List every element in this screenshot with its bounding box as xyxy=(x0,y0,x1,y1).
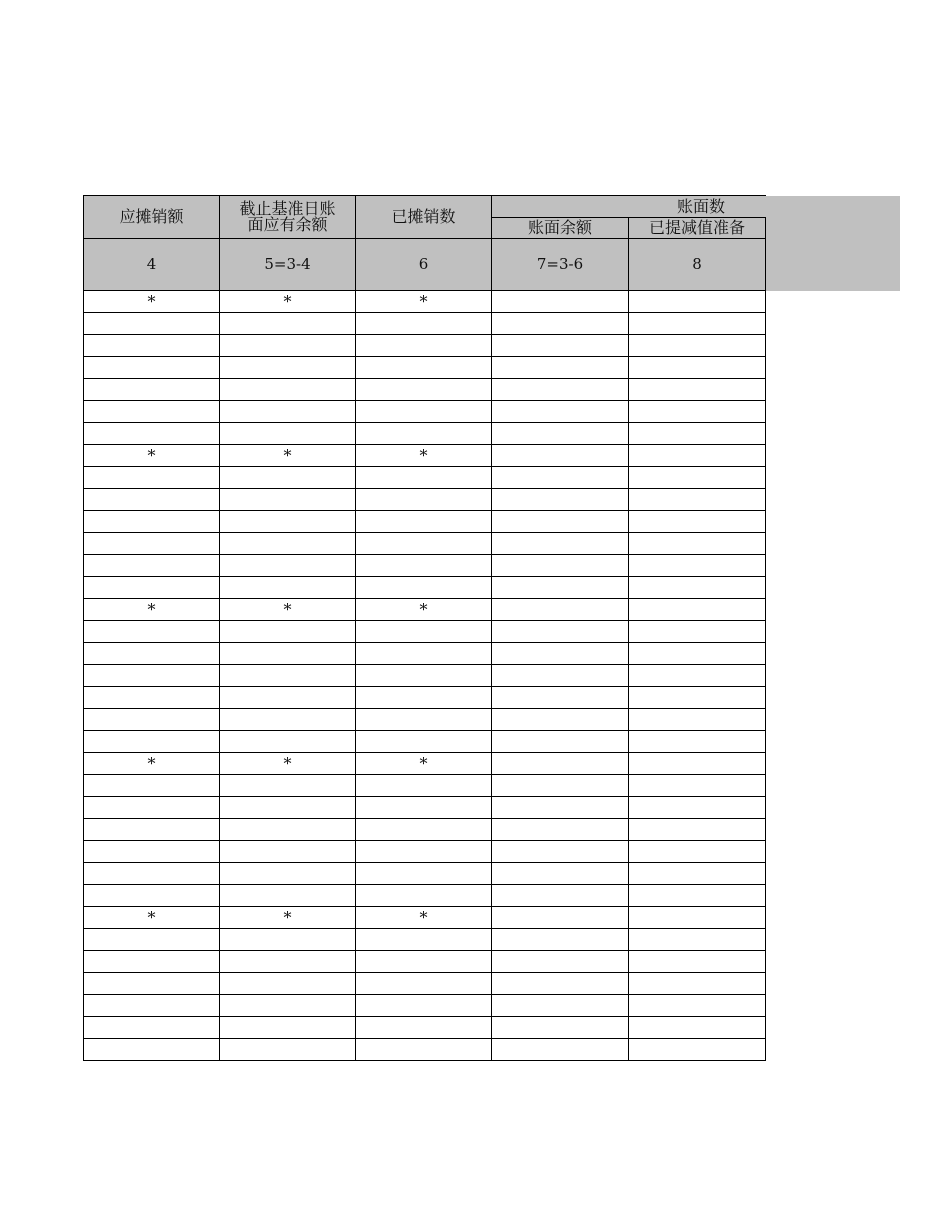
table-cell[interactable] xyxy=(629,533,766,555)
table-cell[interactable] xyxy=(356,401,492,423)
table-cell[interactable] xyxy=(492,731,629,753)
table-cell[interactable] xyxy=(356,929,492,951)
table-cell[interactable] xyxy=(84,995,220,1017)
formula-cell: 7=3-6 xyxy=(492,239,629,291)
table-cell[interactable] xyxy=(84,643,220,665)
table-cell[interactable] xyxy=(629,929,766,951)
table-cell[interactable] xyxy=(84,775,220,797)
table-cell[interactable]: * xyxy=(220,907,356,929)
table-row xyxy=(84,467,766,489)
table-cell[interactable] xyxy=(84,841,220,863)
table-cell[interactable] xyxy=(220,709,356,731)
table-cell[interactable] xyxy=(629,841,766,863)
header-row-1 xyxy=(84,196,766,218)
table-cell[interactable] xyxy=(356,621,492,643)
table-cell[interactable] xyxy=(492,929,629,951)
table-cell[interactable] xyxy=(492,951,629,973)
table-cell[interactable] xyxy=(220,467,356,489)
table-row xyxy=(84,291,766,313)
table-row xyxy=(84,885,766,907)
table-cell[interactable] xyxy=(629,863,766,885)
table-cell[interactable] xyxy=(356,423,492,445)
table-cell[interactable] xyxy=(492,489,629,511)
table-cell[interactable] xyxy=(492,577,629,599)
table-cell[interactable] xyxy=(629,489,766,511)
table-cell[interactable] xyxy=(492,511,629,533)
table-cell[interactable] xyxy=(84,555,220,577)
table-cell[interactable]: * xyxy=(84,445,220,467)
table-cell[interactable] xyxy=(629,357,766,379)
table-cell[interactable] xyxy=(629,599,766,621)
table-cell[interactable] xyxy=(84,313,220,335)
table-row xyxy=(84,445,766,467)
table-cell[interactable] xyxy=(220,929,356,951)
table-cell[interactable] xyxy=(220,1017,356,1039)
table-cell[interactable] xyxy=(356,335,492,357)
table-cell[interactable] xyxy=(84,709,220,731)
table-row xyxy=(84,599,766,621)
table-cell[interactable] xyxy=(492,665,629,687)
table-row xyxy=(84,841,766,863)
table-cell[interactable] xyxy=(356,1039,492,1061)
table-cell[interactable] xyxy=(84,973,220,995)
table-cell[interactable] xyxy=(356,313,492,335)
table-cell[interactable] xyxy=(84,511,220,533)
table-cell[interactable] xyxy=(629,995,766,1017)
formula-cell: 5=3-4 xyxy=(220,239,356,291)
table-cell[interactable] xyxy=(220,665,356,687)
formula-cell: 8 xyxy=(629,239,766,291)
table-cell[interactable]: * xyxy=(220,753,356,775)
table-cell[interactable] xyxy=(629,731,766,753)
table-cell[interactable] xyxy=(84,621,220,643)
table-cell[interactable] xyxy=(629,797,766,819)
table-cell[interactable] xyxy=(629,313,766,335)
table-cell[interactable] xyxy=(629,907,766,929)
header-book-balance-due-line2: 面应有余额 xyxy=(247,215,328,234)
table-row xyxy=(84,401,766,423)
table-cell[interactable] xyxy=(356,1017,492,1039)
table-row xyxy=(84,907,766,929)
table-cell[interactable] xyxy=(84,533,220,555)
table-cell[interactable] xyxy=(220,995,356,1017)
table-cell[interactable] xyxy=(220,423,356,445)
table-cell[interactable] xyxy=(356,555,492,577)
table-row xyxy=(84,797,766,819)
table-cell[interactable] xyxy=(356,775,492,797)
table-cell[interactable] xyxy=(492,863,629,885)
table-cell[interactable] xyxy=(356,577,492,599)
table-cell[interactable] xyxy=(220,973,356,995)
table-cell[interactable] xyxy=(629,401,766,423)
table-cell[interactable] xyxy=(220,643,356,665)
table-cell[interactable] xyxy=(220,511,356,533)
table-cell[interactable] xyxy=(629,819,766,841)
table-cell[interactable] xyxy=(629,555,766,577)
table-cell[interactable] xyxy=(629,687,766,709)
table-cell[interactable] xyxy=(220,577,356,599)
header-book-balance-due xyxy=(220,196,356,239)
ledger-table xyxy=(83,195,766,1061)
table-row xyxy=(84,973,766,995)
table-cell[interactable] xyxy=(84,489,220,511)
table-cell[interactable] xyxy=(492,291,629,313)
table-row xyxy=(84,929,766,951)
table-row xyxy=(84,489,766,511)
table-row xyxy=(84,687,766,709)
table-cell[interactable] xyxy=(220,797,356,819)
table-cell[interactable] xyxy=(492,445,629,467)
table-cell[interactable] xyxy=(492,357,629,379)
table-row xyxy=(84,665,766,687)
header-gray-band xyxy=(764,196,900,291)
table-row xyxy=(84,863,766,885)
table-cell[interactable] xyxy=(492,313,629,335)
table-cell[interactable] xyxy=(220,885,356,907)
table-cell[interactable] xyxy=(629,1039,766,1061)
table-cell[interactable] xyxy=(356,863,492,885)
table-cell[interactable] xyxy=(356,797,492,819)
table-row xyxy=(84,379,766,401)
table-row xyxy=(84,775,766,797)
table-cell[interactable] xyxy=(629,709,766,731)
table-cell[interactable] xyxy=(84,1017,220,1039)
table-cell[interactable] xyxy=(220,621,356,643)
table-cell[interactable] xyxy=(629,577,766,599)
table-cell[interactable] xyxy=(492,555,629,577)
table-cell[interactable] xyxy=(84,357,220,379)
table-cell[interactable] xyxy=(356,511,492,533)
table-cell[interactable] xyxy=(492,643,629,665)
table-row xyxy=(84,335,766,357)
table-cell[interactable] xyxy=(356,819,492,841)
table-cell[interactable] xyxy=(220,555,356,577)
table-cell[interactable]: * xyxy=(356,907,492,929)
header-impairment-provision: 已提减值准备 xyxy=(629,218,766,239)
table-cell[interactable] xyxy=(84,885,220,907)
table-cell[interactable] xyxy=(629,643,766,665)
table-cell[interactable] xyxy=(356,973,492,995)
table-cell[interactable] xyxy=(356,665,492,687)
table-cell[interactable] xyxy=(220,819,356,841)
formula-row xyxy=(84,239,766,291)
table-row xyxy=(84,709,766,731)
table-row xyxy=(84,643,766,665)
table-cell[interactable] xyxy=(220,775,356,797)
table-cell[interactable] xyxy=(629,775,766,797)
table-row xyxy=(84,357,766,379)
table-cell[interactable] xyxy=(220,731,356,753)
table-cell[interactable] xyxy=(220,841,356,863)
table-cell[interactable] xyxy=(220,335,356,357)
table-row xyxy=(84,313,766,335)
table-cell[interactable] xyxy=(84,335,220,357)
table-cell[interactable] xyxy=(220,379,356,401)
table-cell[interactable] xyxy=(220,357,356,379)
table-cell[interactable] xyxy=(84,577,220,599)
table-cell[interactable] xyxy=(629,973,766,995)
table-cell[interactable] xyxy=(492,1017,629,1039)
table-cell[interactable] xyxy=(629,379,766,401)
table-cell[interactable] xyxy=(492,335,629,357)
table-cell[interactable] xyxy=(84,819,220,841)
table-cell[interactable] xyxy=(492,379,629,401)
table-row xyxy=(84,1039,766,1061)
header-amortizable-amount: 应摊销额 xyxy=(84,196,220,239)
table-cell[interactable]: * xyxy=(220,445,356,467)
header-amortized: 已摊销数 xyxy=(356,196,492,239)
table-cell[interactable] xyxy=(492,467,629,489)
table-cell[interactable] xyxy=(84,731,220,753)
table-cell[interactable] xyxy=(629,291,766,313)
table-cell[interactable] xyxy=(492,753,629,775)
table-row xyxy=(84,533,766,555)
table-cell[interactable] xyxy=(356,687,492,709)
table-cell[interactable] xyxy=(629,951,766,973)
table-cell[interactable] xyxy=(84,863,220,885)
table-cell[interactable] xyxy=(220,401,356,423)
formula-cell: 4 xyxy=(84,239,220,291)
table-cell[interactable] xyxy=(84,423,220,445)
table-cell[interactable] xyxy=(84,665,220,687)
table-cell[interactable] xyxy=(629,621,766,643)
table-cell[interactable] xyxy=(629,423,766,445)
table-row xyxy=(84,951,766,973)
table-cell[interactable] xyxy=(356,467,492,489)
table-cell[interactable] xyxy=(629,467,766,489)
table-row xyxy=(84,511,766,533)
table-cell[interactable] xyxy=(220,533,356,555)
formula-cell: 6 xyxy=(356,239,492,291)
table-cell[interactable] xyxy=(84,929,220,951)
table-cell[interactable] xyxy=(356,643,492,665)
table-cell[interactable]: * xyxy=(84,291,220,313)
table-cell[interactable] xyxy=(84,379,220,401)
table-cell[interactable]: * xyxy=(356,753,492,775)
table-row xyxy=(84,1017,766,1039)
table-cell[interactable]: * xyxy=(220,599,356,621)
table-cell[interactable] xyxy=(492,401,629,423)
table-cell[interactable]: * xyxy=(84,599,220,621)
table-cell[interactable] xyxy=(492,995,629,1017)
table-cell[interactable] xyxy=(356,841,492,863)
table-cell[interactable] xyxy=(84,687,220,709)
table-cell[interactable]: * xyxy=(356,445,492,467)
table-cell[interactable] xyxy=(356,731,492,753)
table-cell[interactable] xyxy=(492,885,629,907)
table-cell[interactable] xyxy=(356,709,492,731)
table-cell[interactable] xyxy=(356,357,492,379)
table-row xyxy=(84,621,766,643)
table-cell[interactable] xyxy=(356,533,492,555)
table-cell[interactable]: * xyxy=(356,291,492,313)
header-book-balance-due-line1: 截止基准日账 xyxy=(239,199,336,218)
table-row xyxy=(84,995,766,1017)
table-cell[interactable] xyxy=(356,489,492,511)
table-cell[interactable] xyxy=(629,511,766,533)
table-cell[interactable]: * xyxy=(84,907,220,929)
table-cell[interactable]: * xyxy=(84,753,220,775)
table-row xyxy=(84,577,766,599)
table-cell[interactable] xyxy=(84,467,220,489)
table-cell[interactable] xyxy=(492,599,629,621)
header-book-value-group: 账面数 xyxy=(492,196,766,218)
table-cell[interactable] xyxy=(220,687,356,709)
table-cell[interactable] xyxy=(356,951,492,973)
table-cell[interactable] xyxy=(492,621,629,643)
ledger-table-body xyxy=(84,196,766,1061)
table-cell[interactable] xyxy=(629,753,766,775)
table-cell[interactable] xyxy=(220,313,356,335)
table-cell[interactable] xyxy=(629,445,766,467)
table-cell[interactable]: * xyxy=(220,291,356,313)
table-cell[interactable] xyxy=(220,1039,356,1061)
table-cell[interactable] xyxy=(492,709,629,731)
table-cell[interactable] xyxy=(220,863,356,885)
table-cell[interactable] xyxy=(356,379,492,401)
table-row xyxy=(84,753,766,775)
table-cell[interactable] xyxy=(492,533,629,555)
table-cell[interactable] xyxy=(629,665,766,687)
table-cell[interactable] xyxy=(84,951,220,973)
table-cell[interactable] xyxy=(84,1039,220,1061)
table-cell[interactable] xyxy=(356,995,492,1017)
table-cell[interactable] xyxy=(492,687,629,709)
table-row xyxy=(84,731,766,753)
table-cell[interactable] xyxy=(492,841,629,863)
table-cell[interactable] xyxy=(356,885,492,907)
table-cell[interactable] xyxy=(492,819,629,841)
table-cell[interactable] xyxy=(220,951,356,973)
table-row xyxy=(84,819,766,841)
header-book-balance: 账面余额 xyxy=(492,218,629,239)
table-cell[interactable] xyxy=(492,1039,629,1061)
table-cell[interactable] xyxy=(492,973,629,995)
table-row xyxy=(84,555,766,577)
table-cell[interactable] xyxy=(629,885,766,907)
table-cell[interactable] xyxy=(492,775,629,797)
table-cell[interactable] xyxy=(492,423,629,445)
table-cell[interactable] xyxy=(84,797,220,819)
table-cell[interactable]: * xyxy=(356,599,492,621)
table-cell[interactable] xyxy=(492,907,629,929)
table-row xyxy=(84,423,766,445)
table-cell[interactable] xyxy=(629,335,766,357)
table-cell[interactable] xyxy=(492,797,629,819)
table-cell[interactable] xyxy=(629,1017,766,1039)
table-cell[interactable] xyxy=(220,489,356,511)
table-cell[interactable] xyxy=(84,401,220,423)
